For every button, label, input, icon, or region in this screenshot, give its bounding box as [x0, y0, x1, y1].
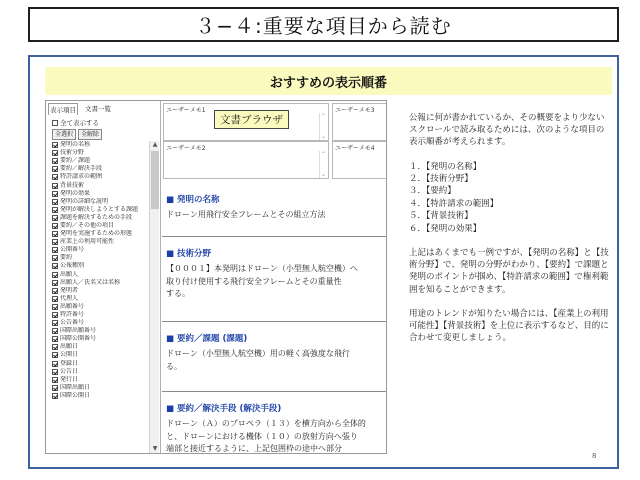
display-item-label: 出願番号 — [60, 302, 85, 310]
section-divider — [162, 321, 387, 322]
user-memo-2[interactable] — [163, 141, 329, 179]
scroll-up-icon[interactable]: ▲ — [152, 141, 158, 148]
checkbox-checked-icon — [52, 142, 58, 148]
display-item-checkbox[interactable] — [52, 327, 148, 335]
display-item-checkbox[interactable] — [52, 376, 148, 384]
display-item-label: 出願人 — [60, 270, 79, 278]
display-item-label: 国際出願番号 — [60, 327, 97, 335]
document-browser-callout — [214, 110, 289, 129]
display-item-checkbox[interactable] — [52, 206, 148, 214]
document-view — [162, 184, 387, 454]
scroll-down-icon[interactable]: ▼ — [152, 445, 158, 452]
checkbox-checked-icon — [52, 304, 58, 310]
display-item-label: 要約／解決手段 — [60, 165, 103, 173]
display-item-label: 公開日 — [60, 351, 79, 359]
display-item-checkbox[interactable] — [52, 319, 148, 327]
section-heading: ■ 発明の名称 — [166, 195, 220, 205]
display-item-checkbox[interactable] — [52, 303, 148, 311]
section-text: ドローン用飛行安全フレームとその組立方法 — [166, 210, 326, 219]
display-item-checkbox[interactable] — [52, 165, 148, 173]
display-item-label: 公告番号 — [60, 319, 85, 327]
display-item-checkbox[interactable] — [52, 335, 148, 343]
checkbox-checked-icon — [52, 377, 58, 383]
display-item-checkbox[interactable] — [52, 198, 148, 206]
tab-display-items[interactable]: 表示項目 — [48, 103, 78, 115]
display-item-checkbox[interactable] — [52, 190, 148, 198]
section-text: ドローン（Ａ）のプロペラ（１３）を横方向から全体的 と、ドローンにおける機体（１０）の放射方向へ張り 端部と接近するように、上記包囲枠の途中へ部分 — [166, 419, 366, 453]
display-item-label: 産業上の利用可能性 — [60, 238, 115, 246]
display-item-checkbox[interactable] — [52, 141, 148, 149]
slide-title-box — [28, 7, 619, 42]
checkbox-checked-icon — [52, 336, 58, 342]
display-item-label: 代理人 — [60, 294, 79, 302]
display-item-label: 技術分野 — [60, 149, 85, 157]
display-item-label: 公告日 — [60, 367, 79, 375]
display-item-checkbox[interactable] — [52, 157, 148, 165]
app-screenshot — [45, 100, 387, 454]
user-memo-3-label: ユーザーメモ3 — [335, 107, 375, 114]
checkbox-checked-icon — [52, 352, 58, 358]
display-item-label: 背景技術 — [60, 181, 85, 189]
section-heading: ■ 要約／解決手段 (解決手段) — [166, 404, 282, 414]
page-number: 8 — [592, 452, 597, 460]
display-item-checkbox[interactable] — [52, 295, 148, 303]
show-all-label: 全て表示する — [60, 119, 99, 127]
user-memo-3[interactable] — [332, 103, 387, 141]
section-divider — [162, 391, 387, 392]
display-item-checkbox[interactable] — [52, 287, 148, 295]
display-item-checkbox[interactable] — [52, 230, 148, 238]
user-memo-1-label: ユーザーメモ1 — [166, 107, 206, 114]
checkbox-checked-icon — [52, 174, 58, 180]
checkbox-checked-icon — [52, 199, 58, 205]
display-item-label: 発明の効果 — [60, 189, 91, 197]
description-note: 上記はあくまでも一例ですが、【発明の名称】と【技術分野】で、発明の分野がわかり、【要約】で課題と発明のポイントが掴め、【特許請求の範囲】で権利範囲を知ることができます。 — [409, 248, 609, 295]
checkbox-checked-icon — [52, 247, 58, 253]
display-item-label: 国際公開日 — [60, 391, 91, 399]
deselect-all-button[interactable]: 全解除 — [78, 129, 102, 140]
display-item-label: 要約／その他の項目 — [60, 221, 115, 229]
scroll-thumb[interactable] — [151, 151, 159, 209]
section-heading: ■ 要約／課題 (課題) — [166, 334, 248, 344]
display-item-label: 公報種別 — [60, 262, 85, 270]
display-item-checkbox[interactable] — [52, 262, 148, 270]
memo-scrollbar[interactable]: ⌃ ⌄ — [321, 151, 327, 178]
select-buttons — [52, 129, 102, 140]
section-text: 【０００１】本発明はドローン（小型無人航空機）へ 取り付け使用する飛行安全フレームとその重量性 する。 — [166, 264, 358, 298]
checkbox-checked-icon — [52, 385, 58, 391]
user-memo-4[interactable] — [332, 141, 387, 179]
checkbox-checked-icon — [52, 215, 58, 221]
order-item: ３．【要約】 — [409, 186, 456, 197]
banner — [45, 67, 612, 95]
display-item-checkbox[interactable] — [52, 246, 148, 254]
display-item-label: 要約／課題 — [60, 157, 91, 165]
order-item: １．【発明の名称】 — [409, 161, 482, 172]
checkbox-checked-icon — [52, 328, 58, 334]
section-technical-field — [166, 247, 387, 301]
display-item-label: 国際出願日 — [60, 383, 91, 391]
checkbox-checked-icon — [52, 369, 58, 375]
checkbox-checked-icon — [52, 344, 58, 350]
checkbox-checked-icon — [52, 361, 58, 367]
display-item-label: 発明の名称 — [60, 141, 91, 149]
checkbox-checked-icon — [52, 158, 58, 164]
display-item-label: 公開番号 — [60, 246, 85, 254]
section-text: ドローン（小型無人航空機）用の軽く高強度な飛行 る。 — [166, 349, 350, 371]
order-item: ２．【技術分野】 — [409, 174, 473, 185]
display-item-checkbox[interactable] — [52, 392, 148, 400]
display-item-checkbox[interactable] — [52, 271, 148, 279]
order-item: ６．【発明の効果】 — [409, 223, 482, 234]
checkbox-checked-icon — [52, 255, 58, 261]
recommended-order-list — [409, 161, 609, 235]
checkbox-checked-icon — [52, 288, 58, 294]
checkbox-checked-icon — [52, 231, 58, 237]
checkbox-checked-icon — [52, 312, 58, 318]
display-item-checkbox[interactable] — [52, 384, 148, 392]
section-summary-problem — [166, 332, 387, 373]
checkbox-checked-icon — [52, 320, 58, 326]
checkbox-checked-icon — [52, 239, 58, 245]
banner-text: おすすめの表示順番 — [269, 75, 388, 91]
display-items-panel — [46, 101, 161, 454]
display-item-checkbox[interactable] — [52, 279, 148, 287]
section-heading: ■ 技術分野 — [166, 249, 211, 259]
tab-document-list[interactable]: 文書一覧 — [85, 105, 111, 113]
checkbox-checked-icon — [52, 207, 58, 213]
display-item-checkbox[interactable] — [52, 149, 148, 157]
display-item-label: 発明を実施するための形態 — [60, 230, 133, 238]
display-item-label: 発行日 — [60, 375, 79, 383]
select-all-button[interactable]: 全選択 — [52, 129, 76, 140]
display-item-checkbox[interactable] — [52, 311, 148, 319]
order-item: ４．【特許請求の範囲】 — [409, 198, 499, 209]
display-item-checkbox[interactable] — [52, 343, 148, 351]
display-item-checkbox[interactable] — [52, 360, 148, 368]
display-items-list — [52, 141, 148, 400]
checkbox-checked-icon — [52, 191, 58, 197]
checkbox-checked-icon — [52, 166, 58, 172]
checkbox-checked-icon — [52, 272, 58, 278]
section-divider — [162, 236, 387, 237]
description — [409, 112, 609, 356]
display-item-label: 発明が解決しようとする課題 — [60, 205, 139, 213]
panel-tabs — [48, 103, 112, 115]
checkbox-checked-icon — [52, 183, 58, 189]
order-item: ５．【背景技術】 — [409, 211, 473, 222]
display-item-label: 出願人／氏名又は名称 — [60, 278, 121, 286]
display-item-checkbox[interactable] — [52, 254, 148, 262]
display-item-checkbox[interactable] — [52, 181, 148, 189]
display-item-checkbox[interactable] — [52, 173, 148, 181]
slide-title: ３−４:重要な項目から読む — [195, 14, 452, 38]
checkbox-checked-icon — [52, 223, 58, 229]
checkbox-checked-icon — [52, 296, 58, 302]
display-item-label: 発明者 — [60, 286, 79, 294]
display-item-label: 課題を解決するための手段 — [60, 213, 133, 221]
display-item-label: 要約 — [60, 254, 73, 262]
checkbox-checked-icon — [52, 280, 58, 286]
display-item-checkbox[interactable] — [52, 222, 148, 230]
document-browser-label: 文書ブラウザ — [220, 114, 283, 126]
checkbox-icon — [52, 120, 58, 126]
show-all-checkbox[interactable] — [52, 118, 99, 127]
user-memo-2-label: ユーザーメモ2 — [166, 145, 206, 152]
user-memo-4-label: ユーザーメモ4 — [335, 145, 375, 152]
display-item-label: 発明の詳細な説明 — [60, 197, 109, 205]
section-summary-solution — [166, 402, 387, 454]
panel-scrollbar[interactable] — [149, 141, 159, 453]
display-item-label: 出願日 — [60, 343, 79, 351]
description-trend: 用途のトレンドが知りたい場合には、【産業上の利用可能性】【背景技術】を上位に表示するなど、目的に合わせて変更しましょう。 — [409, 308, 609, 344]
display-item-label: 登録日 — [60, 359, 79, 367]
display-item-checkbox[interactable] — [52, 351, 148, 359]
display-item-label: 特許番号 — [60, 311, 85, 319]
display-item-label: 特許請求の範囲 — [60, 173, 103, 181]
display-item-checkbox[interactable] — [52, 214, 148, 222]
display-item-label: 国際公開番号 — [60, 335, 97, 343]
checkbox-checked-icon — [52, 150, 58, 156]
display-item-checkbox[interactable] — [52, 238, 148, 246]
memo-scrollbar[interactable]: ⌃ ⌄ — [321, 113, 327, 140]
display-item-checkbox[interactable] — [52, 368, 148, 376]
description-intro: 公報に何が書かれているか、その概要をより少ないスクロールで読み取るためには、次のような項目の表示順番が考えられます。 — [409, 113, 605, 148]
checkbox-checked-icon — [52, 263, 58, 269]
checkbox-checked-icon — [52, 393, 58, 399]
section-invention-title — [166, 193, 387, 222]
